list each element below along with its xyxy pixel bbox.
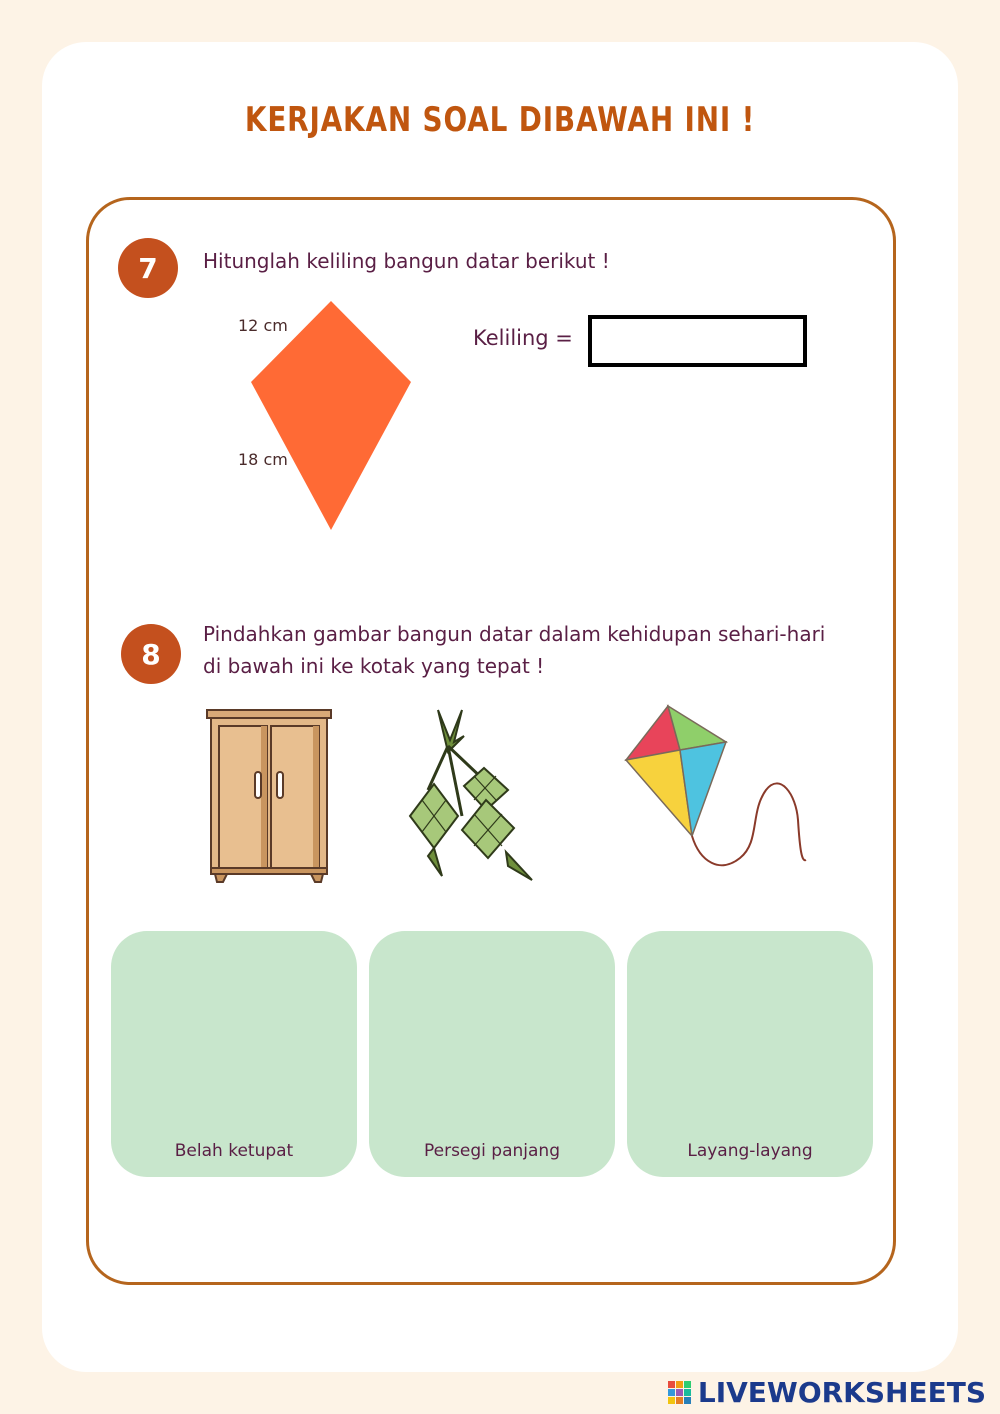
side-length-label-top: 12 cm xyxy=(238,316,288,335)
drop-zone-persegi-panjang[interactable] xyxy=(369,931,615,1177)
liveworksheets-logo-icon xyxy=(668,1381,692,1405)
drop-zone-layang-layang[interactable] xyxy=(627,931,873,1177)
question-8-badge: 8 xyxy=(121,624,181,684)
drop-zone-label: Layang-layang xyxy=(687,1141,813,1161)
question-8-text-line1: Pindahkan gambar bangun datar dalam kehidupan sehari-hari xyxy=(203,622,826,646)
drop-zone-label: Persegi panjang xyxy=(423,1141,561,1161)
question-7-text: Hitunglah keliling bangun datar berikut ! xyxy=(203,249,610,273)
question-8-text-line2: di bawah ini ke kotak yang tepat ! xyxy=(203,654,545,678)
liveworksheets-brand-text: LIVEWORKSHEETS xyxy=(697,1376,986,1409)
wardrobe-icon xyxy=(205,708,333,884)
ketupat-icon xyxy=(404,706,534,882)
ketupat-draggable[interactable] xyxy=(404,706,534,886)
page-title: KERJAKAN SOAL DIBAWAH INI ! xyxy=(244,100,756,140)
keliling-answer-input[interactable] xyxy=(592,319,803,363)
liveworksheets-brand[interactable] xyxy=(668,1376,986,1409)
question-7-badge: 7 xyxy=(118,238,178,298)
kite-icon xyxy=(620,702,810,874)
drop-zone-label: Belah ketupat xyxy=(174,1141,294,1161)
side-length-label-bottom: 18 cm xyxy=(238,450,288,469)
kite-draggable[interactable] xyxy=(620,702,810,878)
keliling-label: Keliling = xyxy=(473,326,573,350)
drop-zone-belah-ketupat[interactable] xyxy=(111,931,357,1177)
keliling-answer-box xyxy=(588,315,807,367)
wardrobe-draggable[interactable] xyxy=(205,708,333,888)
kite-shape xyxy=(251,301,411,530)
